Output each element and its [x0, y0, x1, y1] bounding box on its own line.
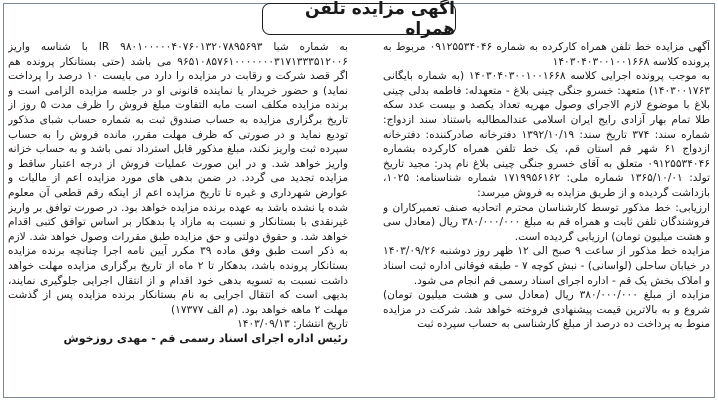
left-text-column	[8, 40, 348, 393]
publish-date: تاریخ انتشار: ۱۴۰۳/۰۹/۱۳	[237, 318, 348, 331]
terms-paragraph: به شماره شبا IR ۹۸۰۱۰۰۰۰۰۴۰۷۶۰۱۳۲۰۷۸۹۵۶۹۳ با شناسه واریز ۹۶۵۱۰۸۵۷۶۱۰۰۰۰۰۰۰۳۱۷۱۳۳۳۵۱۲۰۰۶ می باشد (حتی بستانکار پرونده هم اگر قصد شرکت و رقابت در مزایده را دارد می بایست ۱۰ درصد را پرداخت نماید) و حضور خریدار یا نماینده قانونی او در جلسه مزایده الزامی است و برنده مزایده مکلف است مابه التفاوت مبلغ فروش را ظرف مدت ۵ روز از تاریخ برگزاری مزایده به حساب صندوق ثبت به شماره حساب شبای مذکور تودیع نماید و در صورتی که ظرف مهلت مقرر، مانده فروش را به حساب سپرده ثبت واریز نکند، مبلغ مذکور قابل استرداد نمی باشد و به حساب خزانه واریز خواهد شد. و در این صورت عملیات فروش از درجه اعتبار ساقط و مزایده تجدید می گردد. در ضمن بدهی های مورد مزایده اعم از مالیات و عوارض شهرداری و غیره تا تاریخ مزایده اعم از اینکه رقم قطعی آن معلوم شده یا نشده باشد به عهده برنده مزایده خواهد بود. در صورت توافق بر واریز غیرنقدی با بستانکار و نسبت به مازاد یا بدهکار بر اساس توافق کتبی اقدام خواهد شد. و حقوق دولتی و حق مزایده طبق مقررات وصول خواهد شد. لازم به ذکر است طبق وفق ماده ۳۹ مکرر آیین نامه اجرا چنانچه برنده مزایده بستانکار پرونده باشد، بدهکار تا ۲ ماه از تاریخ برگزاری مزایده مهلت خواهد داشت نسبت به تسویه بدهی خود اقدام و از انتقال اجرایی جلوگیری نمایند، بدیهی است که انتقال اجرایی به نام بستانکار برنده مزایده پس از گذشت مهلت ۲ ماهه خواهد بود. (م الف ۱۷۳۷۷)	[8, 41, 348, 316]
intro-paragraph: آگهی مزایده خط تلفن همراه کارکرده به شماره ۰۹۱۲۵۵۳۴۰۴۶ مربوط به پرونده کلاسه ۱۴۰۳۰۴۰۳۰۰۱۰۰۱۶۶۸	[383, 41, 710, 68]
notice-title: آگهی مزایده تلفن همراه	[262, 3, 456, 35]
appraisal-paragraph: ارزیابی: خط مذکور توسط کارشناسان محترم اتحادیه صنف تعمیرکاران و فروشندگان تلفن ثابت و همراه قم به مبلغ ۳۸۰/۰۰۰/۰۰۰ ریال (معادل سی و هشت میلیون تومان) ارزیابی گردیده است.	[383, 201, 710, 243]
starting-price-paragraph: مزایده از مبلغ ۳۸۰/۰۰۰/۰۰۰ ریال (معادل سی و هشت میلیون تومان) شروع و به بالاترین قیمت پیشنهادی فروخته خواهد شد. شرکت در مزایده منوط به پرداخت ده درصد از مبلغ کارشناسی به حساب سپرده ثبت	[383, 289, 710, 331]
signer-line: رئیس اداره اجرای اسناد رسمی قم - مهدی روزخوش	[63, 331, 348, 345]
right-text-column	[383, 40, 710, 393]
case-details-paragraph: به موجب پرونده اجرایی کلاسه ۱۴۰۳۰۴۰۳۰۰۱۰۰۱۶۶۸ (به شماره بایگانی ۱۴۰۳۰۰۱۷۶۳) متعهد: خسرو جنگی چینی بلاغ - متعهدله: فاطمه بدلی چینی بلاغ با موضوع لازم الاجرای وصول مهریه تعداد یکصد و بیست عدد سکه طلا تمام بهار آزادی رایج ایران اسلامی عندالمطالبه باستناد سند ازدواج: شماره سند: ۳۷۴ تاریخ سند: ۱۳۹۲/۱۰/۱۹ دفترخانه صادرکننده: دفترخانه ازدواج ۶۱ شهر قم استان قم، یک خط تلفن همراه کارکرده بشماره ۰۹۱۲۵۵۳۴۰۴۶ متعلق به آقای خسرو جنگی چینی بلاغ نام پدر: مجید تاریخ تولد: ۱۳۶۵/۱۰/۰۱ شماره ملی: ۱۷۱۹۹۵۶۱۶۲ شماره شناسنامه: ۱۰۲۵، بازداشت گردیده و از طریق مزایده به فروش میرسد:	[383, 70, 710, 199]
auction-time-place-paragraph: مزایده خط مذکور از ساعت ۹ صبح الی ۱۲ ظهر روز دوشنبه ۱۴۰۳/۰۹/۲۶ در خیابان ساحلی (لواسانی) - نبش کوچه ۷ - طبقه فوقانی اداره ثبت اسناد و املاک بخش یک قم - اداره اجرای اسناد رسمی قم انجام می شود.	[383, 245, 710, 287]
